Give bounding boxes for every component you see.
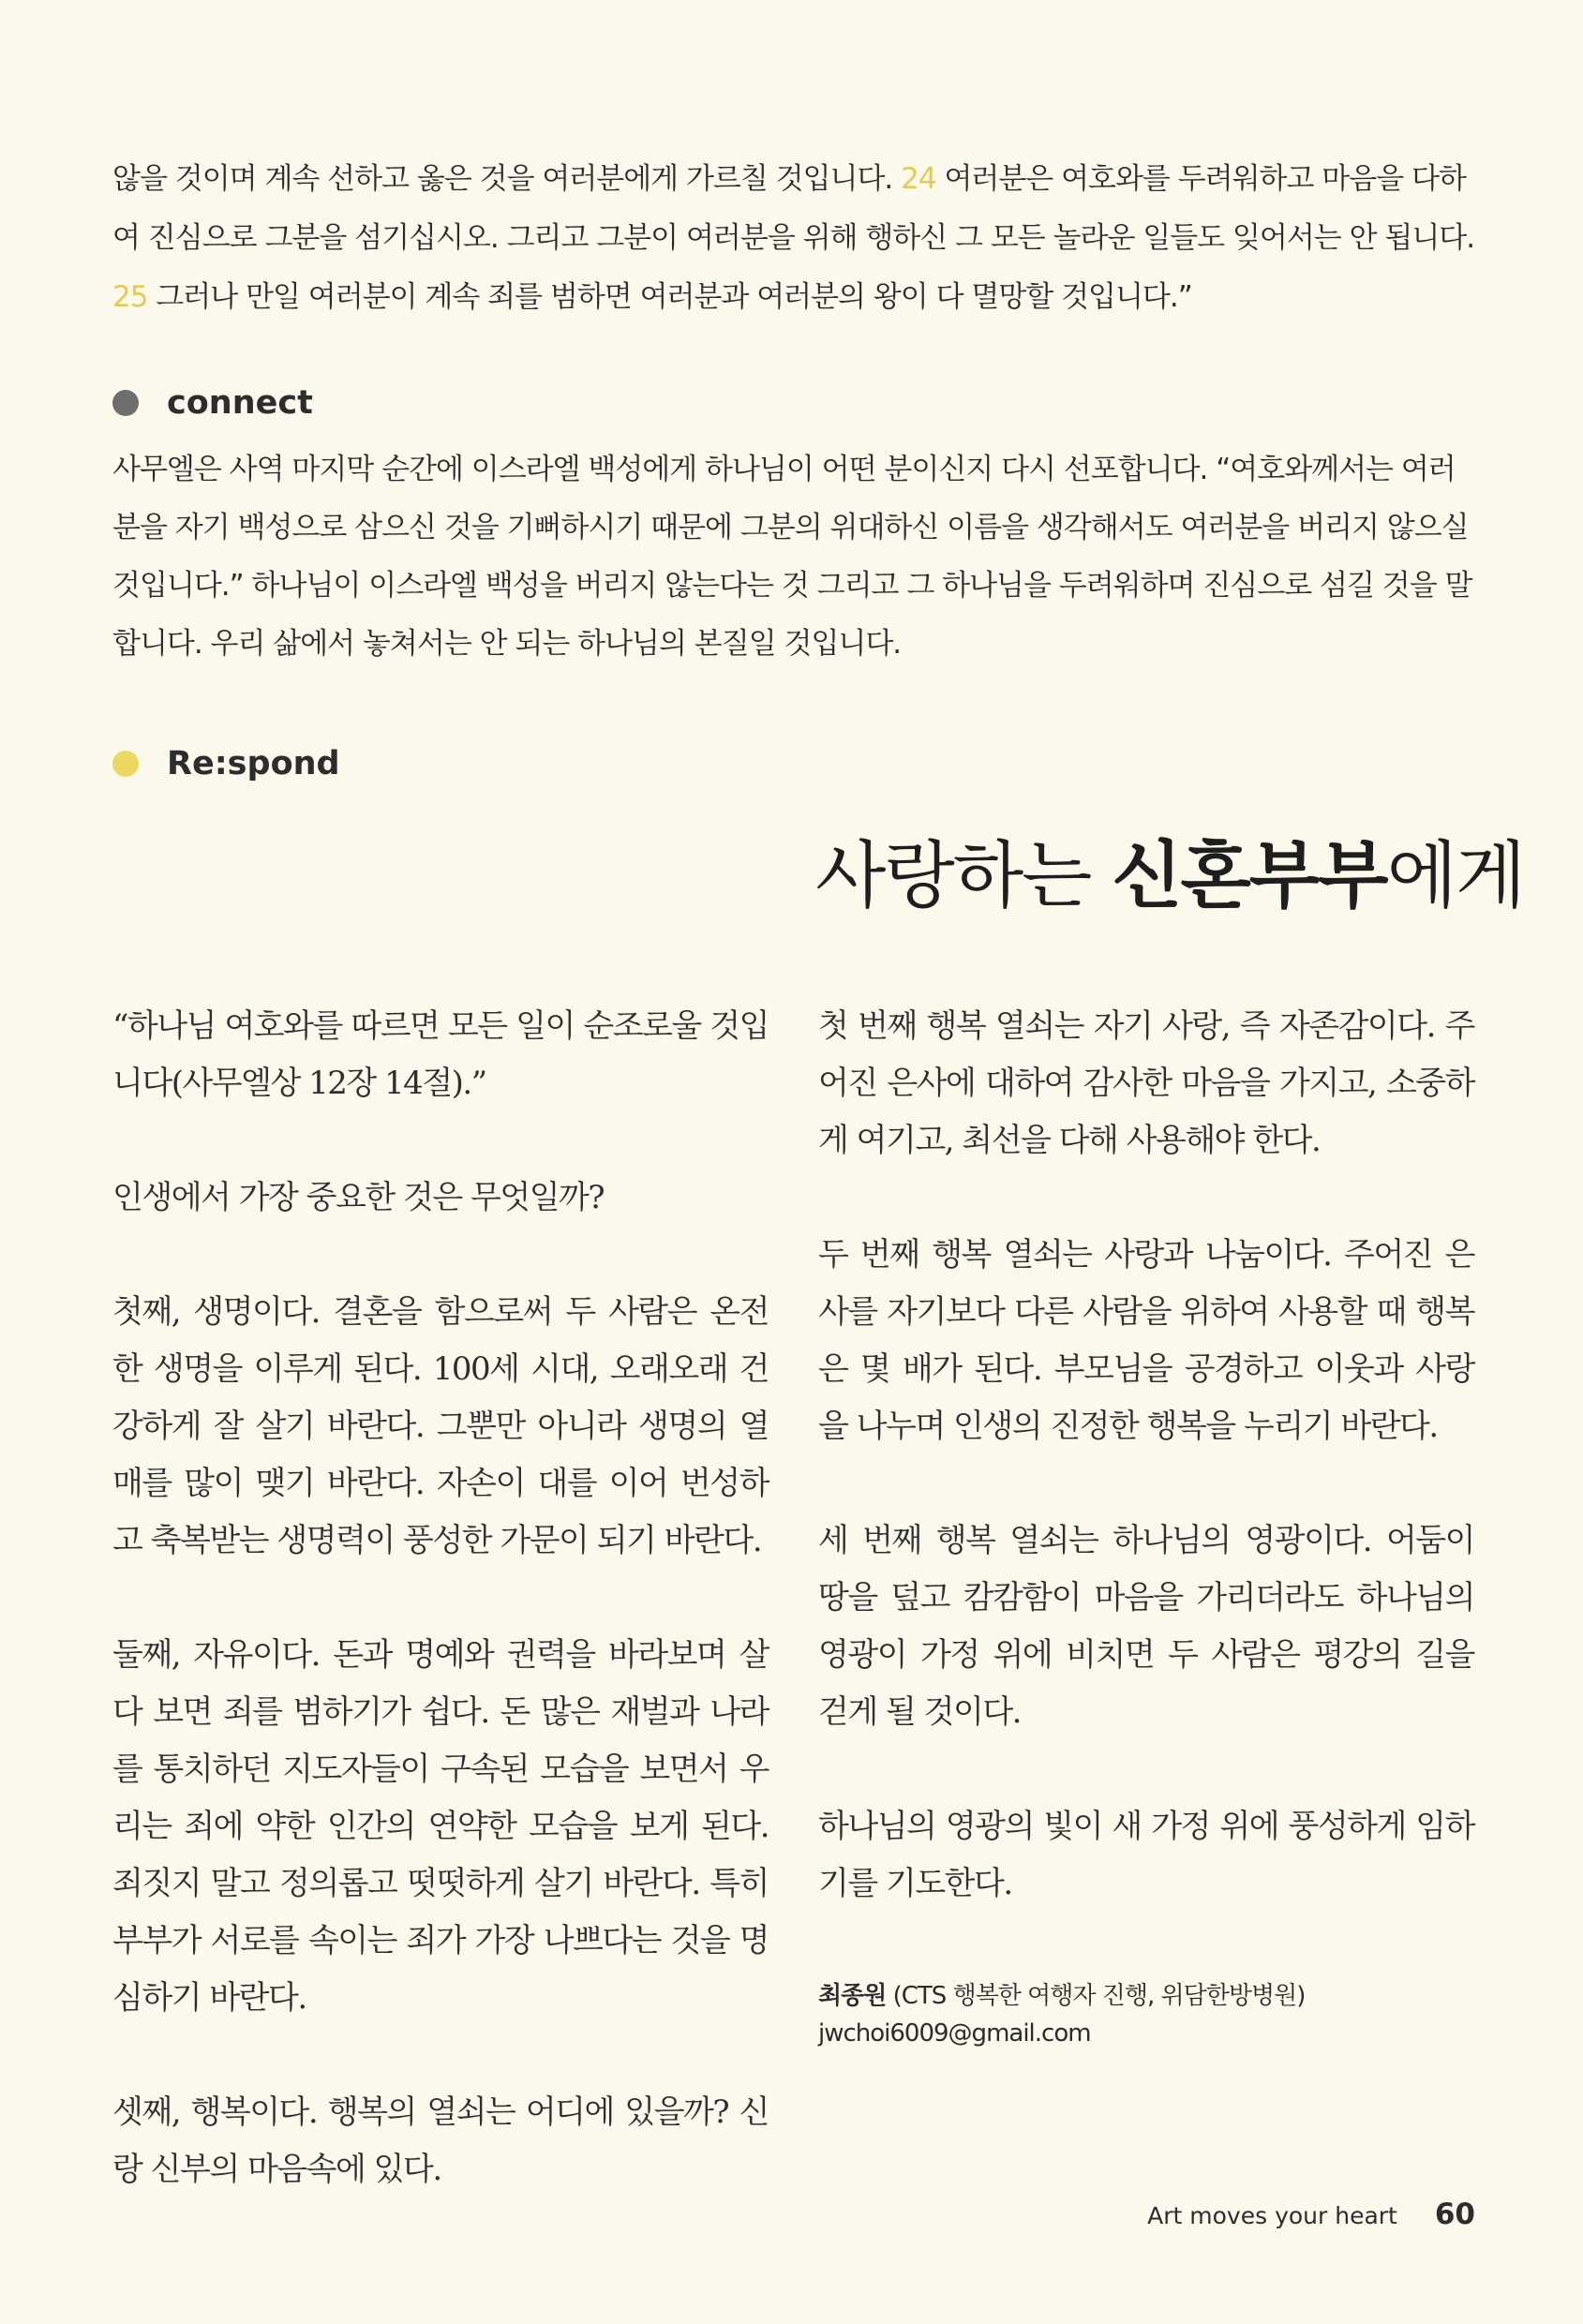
- scripture-paragraph: [112, 150, 1476, 327]
- author-role: (CTS 행복한 여행자 진행, 위담한방병원): [886, 1982, 1306, 2010]
- author-credit: [818, 1977, 1305, 2052]
- footer-tagline: Art moves your heart: [1147, 2202, 1397, 2229]
- right-paragraph-third-key: 세 번째 행복 열쇠는 하나님의 영광이다. 어둠이 땅을 덮고 캄캄함이 마음을 가리더라도 하나님의 영광이 가정 위에 비치면 두 사람은 평강의 길을 걷게 될 것이다.: [818, 1522, 1474, 1731]
- title-part-1: 사랑하는: [815, 834, 1113, 918]
- connect-heading-label: connect: [167, 384, 313, 422]
- connect-bullet-icon: [112, 390, 139, 416]
- respond-heading: [112, 745, 340, 782]
- article-title: [815, 829, 1524, 923]
- right-paragraph-prayer: 하나님의 영광의 빛이 새 가정 위에 풍성하게 임하기를 기도한다.: [818, 1808, 1474, 1902]
- title-part-2: 에게: [1386, 834, 1525, 918]
- right-paragraph-first-key: 첫 번째 행복 열쇠는 자기 사랑, 즉 자존감이다. 주어진 은사에 대하여 감사한 마음을 가지고, 소중하게 여기고, 최선을 다해 사용해야 한다.: [818, 1007, 1474, 1159]
- page-number: 60: [1434, 2197, 1475, 2231]
- scripture-text-1: 않을 것이며 계속 선하고 옳은 것을 여러분에게 가르칠 것입니다.: [112, 162, 902, 196]
- connect-body: 사무엘은 사역 마지막 순간에 이스라엘 백성에게 하나님이 어떤 분이신지 다시 선포합니다. “여호와께서는 여러분을 자기 백성으로 삼으신 것을 기뻐하시기 때문에 그분의 위대하신 이름을 생각해서도 여러분을 버리지 않으실 것입니다.” 하나님이 이스라엘 백성을 버리지 않는다는 것 그리고 그 하나님을 두려워하며 진심으로 섬길 것을 말합니다. 우리 삶에서 놓쳐서는 안 되는 하나님의 본질일 것입니다.: [112, 453, 1472, 661]
- left-paragraph-quote: “하나님 여호와를 따르면 모든 일이 순조로울 것입니다(사무엘상 12장 14절).”: [112, 1007, 769, 1102]
- left-paragraph-life: 첫째, 생명이다. 결혼을 함으로써 두 사람은 온전한 생명을 이루게 된다. 100세 시대, 오래오래 건강하게 잘 살기 바란다. 그뿐만 아니라 생명의 열매를 많이 맺기 바란다. 자손이 대를 이어 번성하고 축복받는 생명력이 풍성한 가문이 되기 바란다.: [112, 1293, 769, 1559]
- left-paragraph-freedom: 둘째, 자유이다. 돈과 명예와 권력을 바라보며 살다 보면 죄를 범하기가 쉽다. 돈 많은 재벌과 나라를 통치하던 지도자들이 구속된 모습을 보면서 우리는 죄에 약한 인간의 연약한 모습을 보게 된다. 죄짓지 말고 정의롭고 떳떳하게 살기 바란다. 특히 부부가 서로를 속이는 죄가 가장 나쁘다는 것을 명심하기 바란다.: [112, 1636, 769, 2017]
- author-name: 최종원: [818, 1982, 887, 2010]
- verse-number-24: 24: [901, 162, 936, 196]
- right-paragraph-second-key: 두 번째 행복 열쇠는 사랑과 나눔이다. 주어진 은사를 자기보다 다른 사람을 위하여 사용할 때 행복은 몇 배가 된다. 부모님을 공경하고 이웃과 사랑을 나누며 인생의 진정한 행복을 누리기 바란다.: [818, 1236, 1474, 1445]
- scripture-text-2: 여러분은 여호와를 두려워하고 마음을 다하여 진심으로 그분을 섬기십시오. 그리고 그분이 여러분을 위해 행하신 그 모든 놀라운 일들도 잊어서는 안 됩니다.: [112, 162, 1475, 255]
- scripture-text-3: 그러나 만일 여러분이 계속 죄를 범하면 여러분과 여러분의 왕이 다 멸망할 것입니다.”: [147, 280, 1192, 314]
- left-paragraph-question: 인생에서 가장 중요한 것은 무엇일까?: [112, 1179, 605, 1216]
- author-line: [818, 1977, 1305, 2015]
- title-emphasis: 신혼부부: [1112, 834, 1387, 918]
- respond-bullet-icon: [112, 751, 139, 777]
- page-footer: [1147, 2197, 1475, 2231]
- respond-heading-label: Re:spond: [167, 745, 340, 782]
- article-left-column: [112, 998, 769, 2198]
- author-email: jwchoi6009@gmail.com: [818, 2019, 1091, 2048]
- connect-heading: [112, 384, 313, 422]
- article-right-column: [818, 998, 1474, 1913]
- left-paragraph-happiness: 셋째, 행복이다. 행복의 열쇠는 어디에 있을까? 신랑 신부의 마음속에 있다.: [112, 2093, 769, 2188]
- verse-number-25: 25: [112, 280, 148, 314]
